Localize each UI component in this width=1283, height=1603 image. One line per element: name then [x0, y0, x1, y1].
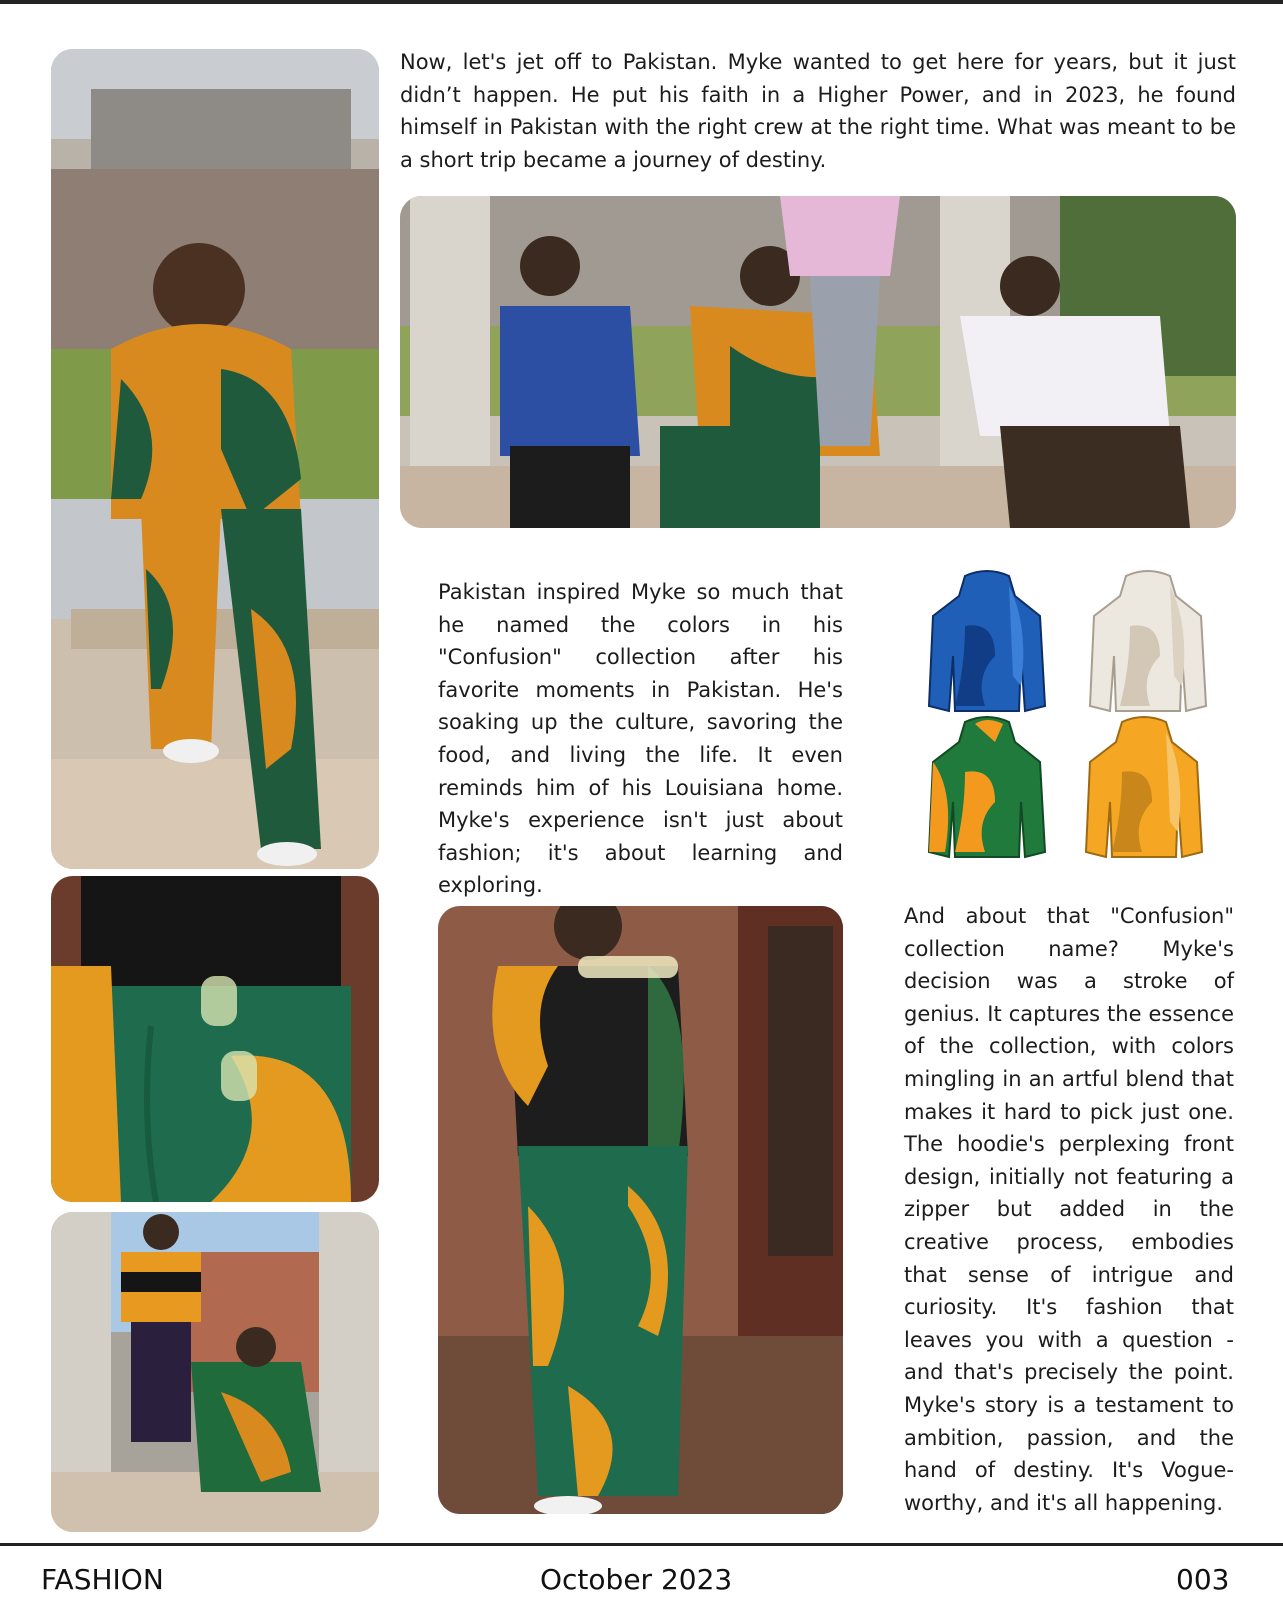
article-intro: Now, let's jet off to Pakistan. Myke wanted to get here for years, but it just didn’t happen. He put his faith in a Higher Power, and in 2023, he found himself in Pakistan with the right crew at the right time. What was meant to be a short trip became a journey of destiny. — [400, 50, 1236, 172]
footer-section-label: FASHION — [41, 1563, 164, 1596]
photo-group-arches — [51, 1212, 379, 1532]
hoodie-gold-illustration — [1082, 712, 1206, 862]
article-closing: And about that "Confusion" collection name? Myke's decision was a stroke of genius. It captures the essence of the collection, with colors mingling in an artful blend that makes it hard to pick just one. The hoodie's perplexing front design, initially not featuring a zipper but added in the creative process, embodies that sense of intrigue and curiosity. It's fashion that leaves you with a question - and that's precisely the point. Myke's story is a testament to ambition, passion, and the hand of destiny. It's Vogue-worthy, and it's all happening. — [904, 904, 1234, 1515]
hoodie-green-orange-illustration — [925, 712, 1049, 862]
hoodie-blue-illustration — [925, 566, 1049, 716]
footer-page-number: 003 — [1176, 1563, 1230, 1596]
photo-handshake-group — [400, 196, 1236, 528]
footer-date: October 2023 — [540, 1563, 733, 1596]
photo-pants-closeup — [51, 876, 379, 1202]
article-middle: Pakistan inspired Myke so much that he named the colors in his "Confusion" collection after his favorite moments in Pakistan. He's soaking up the culture, savoring the food, and living the life. It even reminds him of his Louisiana home. Myke's experience isn't just about fashion; it's about learning and exploring. — [438, 580, 843, 898]
footer-rule — [0, 1543, 1283, 1546]
hoodie-cream-illustration — [1086, 566, 1210, 716]
top-rule — [0, 0, 1283, 4]
photo-myke-standing-sunglasses — [438, 906, 843, 1514]
photo-myke-seated-portrait — [51, 49, 379, 869]
